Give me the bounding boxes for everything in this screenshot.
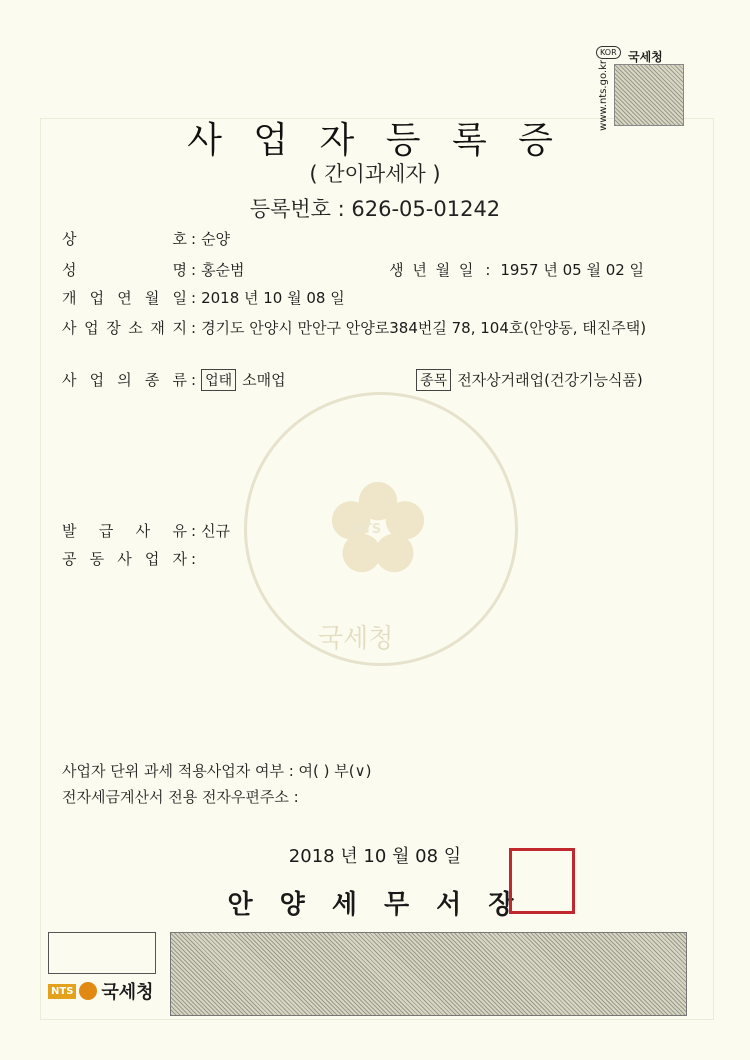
open-date-row: 개 업 연 월 일 : 2018 년 10 월 08 일 — [62, 289, 345, 307]
business-type-value: 소매업 — [242, 371, 286, 389]
watermark-nts-text: NTS — [352, 522, 382, 537]
registration-number: 등록번호 : 626-05-01242 — [249, 197, 501, 221]
nts-mark: NTS — [48, 984, 76, 999]
business-item-value: 전자상거래업(건강기능식품) — [457, 371, 643, 389]
open-date-label: 개 업 연 월 일 — [62, 289, 187, 307]
document-title: 사 업 자 등 록 증 — [187, 120, 563, 161]
issue-reason-row: 발 급 사 유 : 신규 — [62, 522, 231, 540]
trade-name-label: 상 호 — [62, 230, 187, 248]
issue-date: 2018 년 10 월 08 일 — [288, 846, 462, 867]
document-subtitle: ( 간이과세자 ) — [309, 162, 441, 186]
address-label: 사 업 장 소 재 지 — [62, 319, 187, 337]
business-type-row: 사 업 의 종 류 : 업태 소매업 종목 전자상거래업(건강기능식품) — [62, 371, 643, 389]
business-type-tag: 업태 — [201, 369, 236, 391]
blank-box — [48, 932, 156, 974]
qr-agency-label: 국세청 — [628, 50, 663, 64]
business-type-label: 사 업 의 종 류 — [62, 371, 187, 389]
kor-badge: KOR — [596, 46, 621, 59]
watermark-agency-text: 국세청 — [318, 624, 394, 654]
unit-tax-line: 사업자 단위 과세 적용사업자 여부 : 여( ) 부(∨) — [62, 762, 372, 780]
representative-label: 성 명 — [62, 261, 187, 279]
issue-reason-value: 신규 — [201, 522, 231, 540]
address-row: 사 업 장 소 재 지 : 경기도 안양시 만안구 안양로384번길 78, 104호(안양동, 태진주택) — [62, 319, 647, 337]
joint-business-row: 공 동 사 업 자 : — [62, 550, 197, 568]
issue-reason-label: 발 급 사 유 — [62, 522, 187, 540]
business-item-tag: 종목 — [416, 369, 451, 391]
security-pattern — [170, 932, 687, 1016]
flower-icon — [79, 982, 97, 1000]
qr-url: www.nts.go.kr — [598, 60, 609, 131]
logo-name: 국세청 — [101, 982, 154, 1003]
joint-business-label: 공 동 사 업 자 — [62, 550, 187, 568]
official-seal-stamp — [509, 848, 575, 914]
open-date-value: 2018 년 10 월 08 일 — [201, 289, 345, 307]
representative-value: 홍순범 — [201, 261, 245, 279]
representative-row: 성 명 : 홍순범 생 년 월 일 : 1957 년 05 월 02 일 — [62, 261, 645, 279]
trade-name-value: 순양 — [201, 230, 231, 248]
email-line: 전자세금계산서 전용 전자우편주소 : — [62, 788, 299, 806]
birth-value: 1957 년 05 월 02 일 — [500, 261, 645, 279]
birth-label: 생 년 월 일 — [389, 261, 476, 279]
nts-logo — [48, 978, 154, 1004]
tax-office-name: 안 양 세 무 서 장 — [227, 890, 523, 920]
address-value: 경기도 안양시 만안구 안양로384번길 78, 104호(안양동, 태진주택) — [201, 319, 647, 337]
trade-name-row: 상 호 : 순양 — [62, 230, 231, 248]
